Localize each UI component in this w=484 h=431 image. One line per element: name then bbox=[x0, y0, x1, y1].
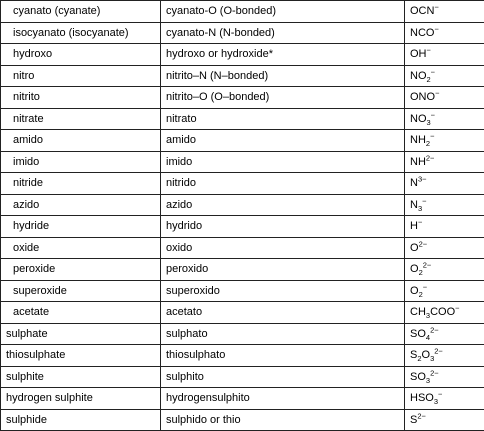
formula-text: O bbox=[410, 242, 419, 254]
table-row bbox=[1, 130, 484, 152]
formula-text: SO bbox=[410, 371, 426, 383]
formula-charge: − bbox=[434, 3, 438, 12]
formula-text: CH bbox=[410, 306, 426, 318]
formula-charge: − bbox=[435, 89, 439, 98]
formula-text: S bbox=[410, 349, 417, 361]
formula-charge: 2− bbox=[430, 368, 439, 377]
formula-text: NCO bbox=[410, 27, 434, 39]
anion-name-cell: thiosulphate bbox=[1, 345, 161, 367]
anion-name-cell: superoxide bbox=[1, 280, 161, 302]
ligand-name-cell: cyanato-O (O-bonded) bbox=[161, 1, 405, 23]
table-row bbox=[1, 87, 484, 109]
formula-subscript: 3 bbox=[434, 397, 438, 406]
formula-cell bbox=[405, 323, 484, 345]
formula-charge: − bbox=[430, 132, 434, 141]
formula-text: O bbox=[410, 285, 419, 297]
table-row bbox=[1, 302, 484, 324]
formula-subscript: 4 bbox=[426, 333, 430, 342]
formula-cell bbox=[405, 280, 484, 302]
anion-name-cell: cyanato (cyanate) bbox=[1, 1, 161, 23]
formula-text: SO bbox=[410, 328, 426, 340]
formula-text: NO bbox=[410, 70, 427, 82]
formula-text: N bbox=[410, 199, 418, 211]
anion-name-cell: nitrate bbox=[1, 108, 161, 130]
formula-charge: 2− bbox=[419, 239, 428, 248]
table-row bbox=[1, 280, 484, 302]
formula-text: H bbox=[410, 220, 418, 232]
formula-subscript: 3 bbox=[430, 354, 434, 363]
anion-name-cell: peroxide bbox=[1, 259, 161, 281]
formula-cell bbox=[405, 87, 484, 109]
table-row bbox=[1, 388, 484, 410]
table-row bbox=[1, 108, 484, 130]
formula-charge: 2− bbox=[423, 261, 432, 270]
table-row bbox=[1, 173, 484, 195]
formula-subscript: 3 bbox=[426, 311, 430, 320]
table-row bbox=[1, 22, 484, 44]
ligand-name-cell: sulphato bbox=[161, 323, 405, 345]
formula-charge: 2− bbox=[426, 153, 435, 162]
formula-charge: − bbox=[434, 24, 438, 33]
ligand-name-cell: amido bbox=[161, 130, 405, 152]
anion-name-cell: acetate bbox=[1, 302, 161, 324]
formula-charge: 2− bbox=[430, 325, 439, 334]
anion-name-cell: hydroxo bbox=[1, 44, 161, 66]
ligand-name-cell: hydroxo or hydroxide* bbox=[161, 44, 405, 66]
formula-text: O bbox=[410, 263, 419, 275]
formula-text: NH bbox=[410, 134, 426, 146]
ligand-name-cell: nitrito–O (O–bonded) bbox=[161, 87, 405, 109]
anion-name-cell: nitride bbox=[1, 173, 161, 195]
formula-charge: − bbox=[418, 218, 422, 227]
anion-name-cell: sulphite bbox=[1, 366, 161, 388]
ligand-name-cell: thiosulphato bbox=[161, 345, 405, 367]
ligand-name-cell: hydrido bbox=[161, 216, 405, 238]
formula-text: OCN bbox=[410, 5, 434, 17]
ligand-name-cell: imido bbox=[161, 151, 405, 173]
formula-subscript: 2 bbox=[419, 268, 423, 277]
formula-text: S bbox=[410, 414, 417, 426]
formula-charge: − bbox=[422, 196, 426, 205]
anion-name-cell: imido bbox=[1, 151, 161, 173]
formula-cell bbox=[405, 237, 484, 259]
table-row bbox=[1, 1, 484, 23]
formula-subscript: 2 bbox=[417, 354, 421, 363]
formula-subscript: 3 bbox=[427, 118, 431, 127]
anion-name-cell: hydrogen sulphite bbox=[1, 388, 161, 410]
anion-name-cell: azido bbox=[1, 194, 161, 216]
formula-charge: − bbox=[427, 46, 431, 55]
table-row bbox=[1, 151, 484, 173]
ligand-name-cell: superoxido bbox=[161, 280, 405, 302]
formula-subscript: 3 bbox=[426, 376, 430, 385]
formula-charge: 2− bbox=[417, 411, 426, 420]
ligand-name-cell: nitrido bbox=[161, 173, 405, 195]
ligand-name-cell: hydrogensulphito bbox=[161, 388, 405, 410]
formula-text: N bbox=[410, 177, 418, 189]
table-body bbox=[1, 1, 484, 431]
table-row bbox=[1, 366, 484, 388]
formula-charge: 3− bbox=[418, 175, 427, 184]
ligand-name-cell: nitrato bbox=[161, 108, 405, 130]
anion-name-cell: oxide bbox=[1, 237, 161, 259]
formula-charge: − bbox=[438, 390, 442, 399]
ligand-name-cell: nitrito–N (N–bonded) bbox=[161, 65, 405, 87]
anion-name-cell: hydride bbox=[1, 216, 161, 238]
formula-text: O bbox=[422, 349, 431, 361]
formula-text: NH bbox=[410, 156, 426, 168]
formula-cell bbox=[405, 216, 484, 238]
table-row bbox=[1, 194, 484, 216]
formula-cell bbox=[405, 108, 484, 130]
table-row bbox=[1, 65, 484, 87]
table-row bbox=[1, 409, 484, 431]
formula-charge: − bbox=[455, 304, 459, 313]
anion-name-cell: isocyanato (isocyanate) bbox=[1, 22, 161, 44]
formula-cell bbox=[405, 65, 484, 87]
anion-name-cell: nitro bbox=[1, 65, 161, 87]
formula-cell bbox=[405, 1, 484, 23]
ligand-name-cell: oxido bbox=[161, 237, 405, 259]
anion-name-cell: amido bbox=[1, 130, 161, 152]
table-row bbox=[1, 345, 484, 367]
ligand-name-cell: cyanato-N (N-bonded) bbox=[161, 22, 405, 44]
formula-text: COO bbox=[430, 306, 455, 318]
ligand-name-cell: peroxido bbox=[161, 259, 405, 281]
formula-subscript: 3 bbox=[418, 204, 422, 213]
formula-cell bbox=[405, 151, 484, 173]
table-row bbox=[1, 259, 484, 281]
ligand-name-cell: sulphito bbox=[161, 366, 405, 388]
formula-cell bbox=[405, 22, 484, 44]
anion-name-cell: sulphate bbox=[1, 323, 161, 345]
ligand-name-cell: acetato bbox=[161, 302, 405, 324]
formula-cell bbox=[405, 194, 484, 216]
formula-cell bbox=[405, 366, 484, 388]
formula-cell bbox=[405, 259, 484, 281]
formula-text: ONO bbox=[410, 91, 435, 103]
formula-cell bbox=[405, 388, 484, 410]
formula-cell bbox=[405, 44, 484, 66]
formula-text: HSO bbox=[410, 392, 434, 404]
formula-subscript: 2 bbox=[419, 290, 423, 299]
table-row bbox=[1, 216, 484, 238]
formula-subscript: 2 bbox=[426, 139, 430, 148]
formula-cell bbox=[405, 345, 484, 367]
formula-cell bbox=[405, 302, 484, 324]
anion-name-cell: nitrito bbox=[1, 87, 161, 109]
formula-cell bbox=[405, 173, 484, 195]
formula-text: OH bbox=[410, 48, 427, 60]
table-row bbox=[1, 44, 484, 66]
ligand-name-cell: azido bbox=[161, 194, 405, 216]
table-row bbox=[1, 323, 484, 345]
formula-subscript: 2 bbox=[427, 75, 431, 84]
formula-charge: 2− bbox=[434, 347, 443, 356]
formula-charge: − bbox=[431, 110, 435, 119]
formula-cell bbox=[405, 409, 484, 431]
anion-name-cell: sulphide bbox=[1, 409, 161, 431]
formula-charge: − bbox=[431, 67, 435, 76]
formula-charge: − bbox=[423, 282, 427, 291]
formula-text: NO bbox=[410, 113, 427, 125]
ligand-name-cell: sulphido or thio bbox=[161, 409, 405, 431]
formula-cell bbox=[405, 130, 484, 152]
table-row bbox=[1, 237, 484, 259]
